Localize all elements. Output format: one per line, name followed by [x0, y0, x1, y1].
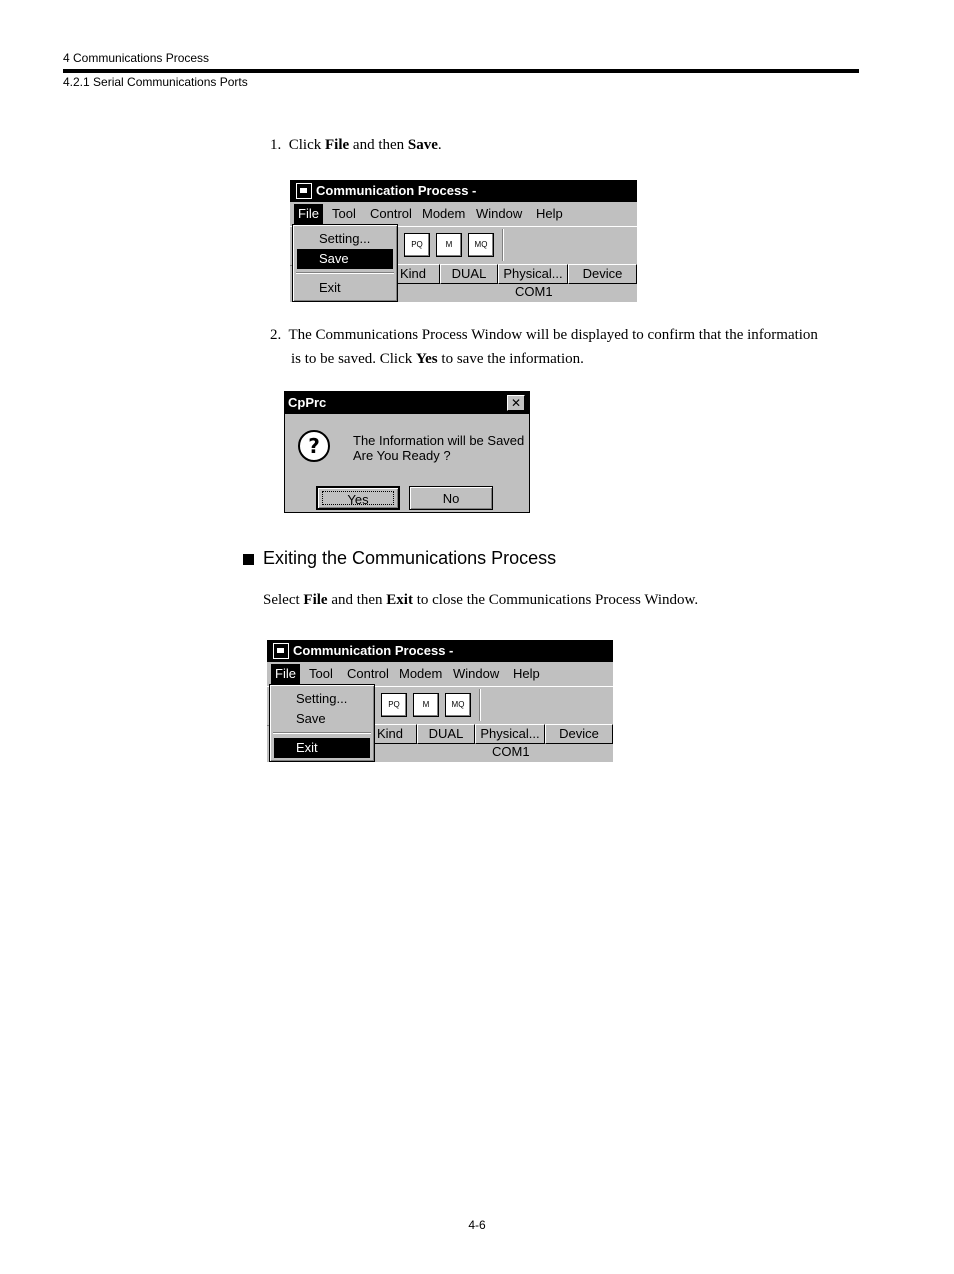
menu-exit[interactable]: Exit [274, 738, 370, 758]
column-physical[interactable]: Physical... [475, 724, 545, 744]
toolbar-separator [502, 229, 504, 261]
header-rule [63, 69, 859, 73]
yes-button[interactable]: Yes [316, 486, 400, 510]
confirm-dialog [284, 391, 530, 513]
step-2: 2. The Communications Process Window will be displayed to confirm that the information is to be saved. Click Yes to save the information. [270, 327, 818, 367]
app-icon [273, 643, 289, 659]
screenshot-save [290, 180, 637, 302]
menu-setting[interactable]: Setting... [296, 691, 348, 706]
menu-window[interactable]: Window [453, 666, 500, 681]
menu-file[interactable]: File [294, 204, 323, 224]
menu-separator [296, 272, 394, 274]
menu-separator [273, 732, 371, 734]
menubar [267, 662, 613, 686]
menu-help[interactable]: Help [513, 666, 540, 681]
section-header: 4.2.1 Serial Communications Ports [63, 75, 248, 89]
file-dropdown [292, 224, 398, 302]
m-button[interactable]: M [436, 233, 462, 257]
section-bullet [243, 554, 254, 565]
app-icon [296, 183, 312, 199]
menu-setting[interactable]: Setting... [319, 231, 371, 246]
dialog-message-1: The Information will be Saved [353, 433, 525, 448]
menu-help[interactable]: Help [536, 206, 563, 221]
column-device[interactable]: Device [545, 724, 613, 744]
window-titlebar: Communication Process - [290, 180, 637, 202]
m-button[interactable]: M [413, 693, 439, 717]
focus-rect [322, 491, 394, 505]
column-kind[interactable]: Kind [363, 724, 417, 744]
menu-tool[interactable]: Tool [309, 666, 333, 681]
close-icon[interactable]: ✕ [507, 395, 525, 411]
dialog-message-2: Are You Ready ? [353, 448, 451, 463]
file-dropdown [269, 684, 375, 762]
column-physical[interactable]: Physical... [498, 264, 568, 284]
menu-file[interactable]: File [271, 664, 300, 684]
menu-control[interactable]: Control [347, 666, 389, 681]
page-number: 4-6 [468, 1218, 486, 1232]
row-physical: COM1 [492, 744, 530, 759]
pq-button[interactable]: PQ [404, 233, 430, 257]
menubar [290, 202, 637, 226]
step-1: 1. Click File and then Save. [270, 137, 442, 153]
column-device[interactable]: Device [568, 264, 637, 284]
menu-save[interactable]: Save [297, 249, 393, 269]
menu-control[interactable]: Control [370, 206, 412, 221]
section-title: Exiting the Communications Process [263, 548, 557, 568]
menu-modem[interactable]: Modem [422, 206, 466, 221]
question-icon: ? [298, 430, 330, 462]
section-text: Select File and then Exit to close the Communications Process Window. [263, 592, 699, 608]
menu-window[interactable]: Window [476, 206, 523, 221]
column-kind[interactable]: Kind [386, 264, 440, 284]
column-dual[interactable]: DUAL [417, 724, 475, 744]
column-dual[interactable]: DUAL [440, 264, 498, 284]
menu-save[interactable]: Save [296, 711, 326, 726]
mq-button[interactable]: MQ [445, 693, 471, 717]
window-titlebar: Communication Process - [267, 640, 613, 662]
mq-button[interactable]: MQ [468, 233, 494, 257]
chapter-header: 4 Communications Process [63, 51, 210, 65]
row-physical: COM1 [515, 284, 553, 299]
screenshot-exit [267, 640, 613, 762]
dialog-titlebar: CpPrc ✕ [285, 392, 529, 414]
toolbar-separator [479, 689, 481, 721]
menu-modem[interactable]: Modem [399, 666, 443, 681]
no-button[interactable]: No [409, 486, 493, 510]
menu-tool[interactable]: Tool [332, 206, 356, 221]
pq-button[interactable]: PQ [381, 693, 407, 717]
menu-exit[interactable]: Exit [319, 280, 341, 295]
